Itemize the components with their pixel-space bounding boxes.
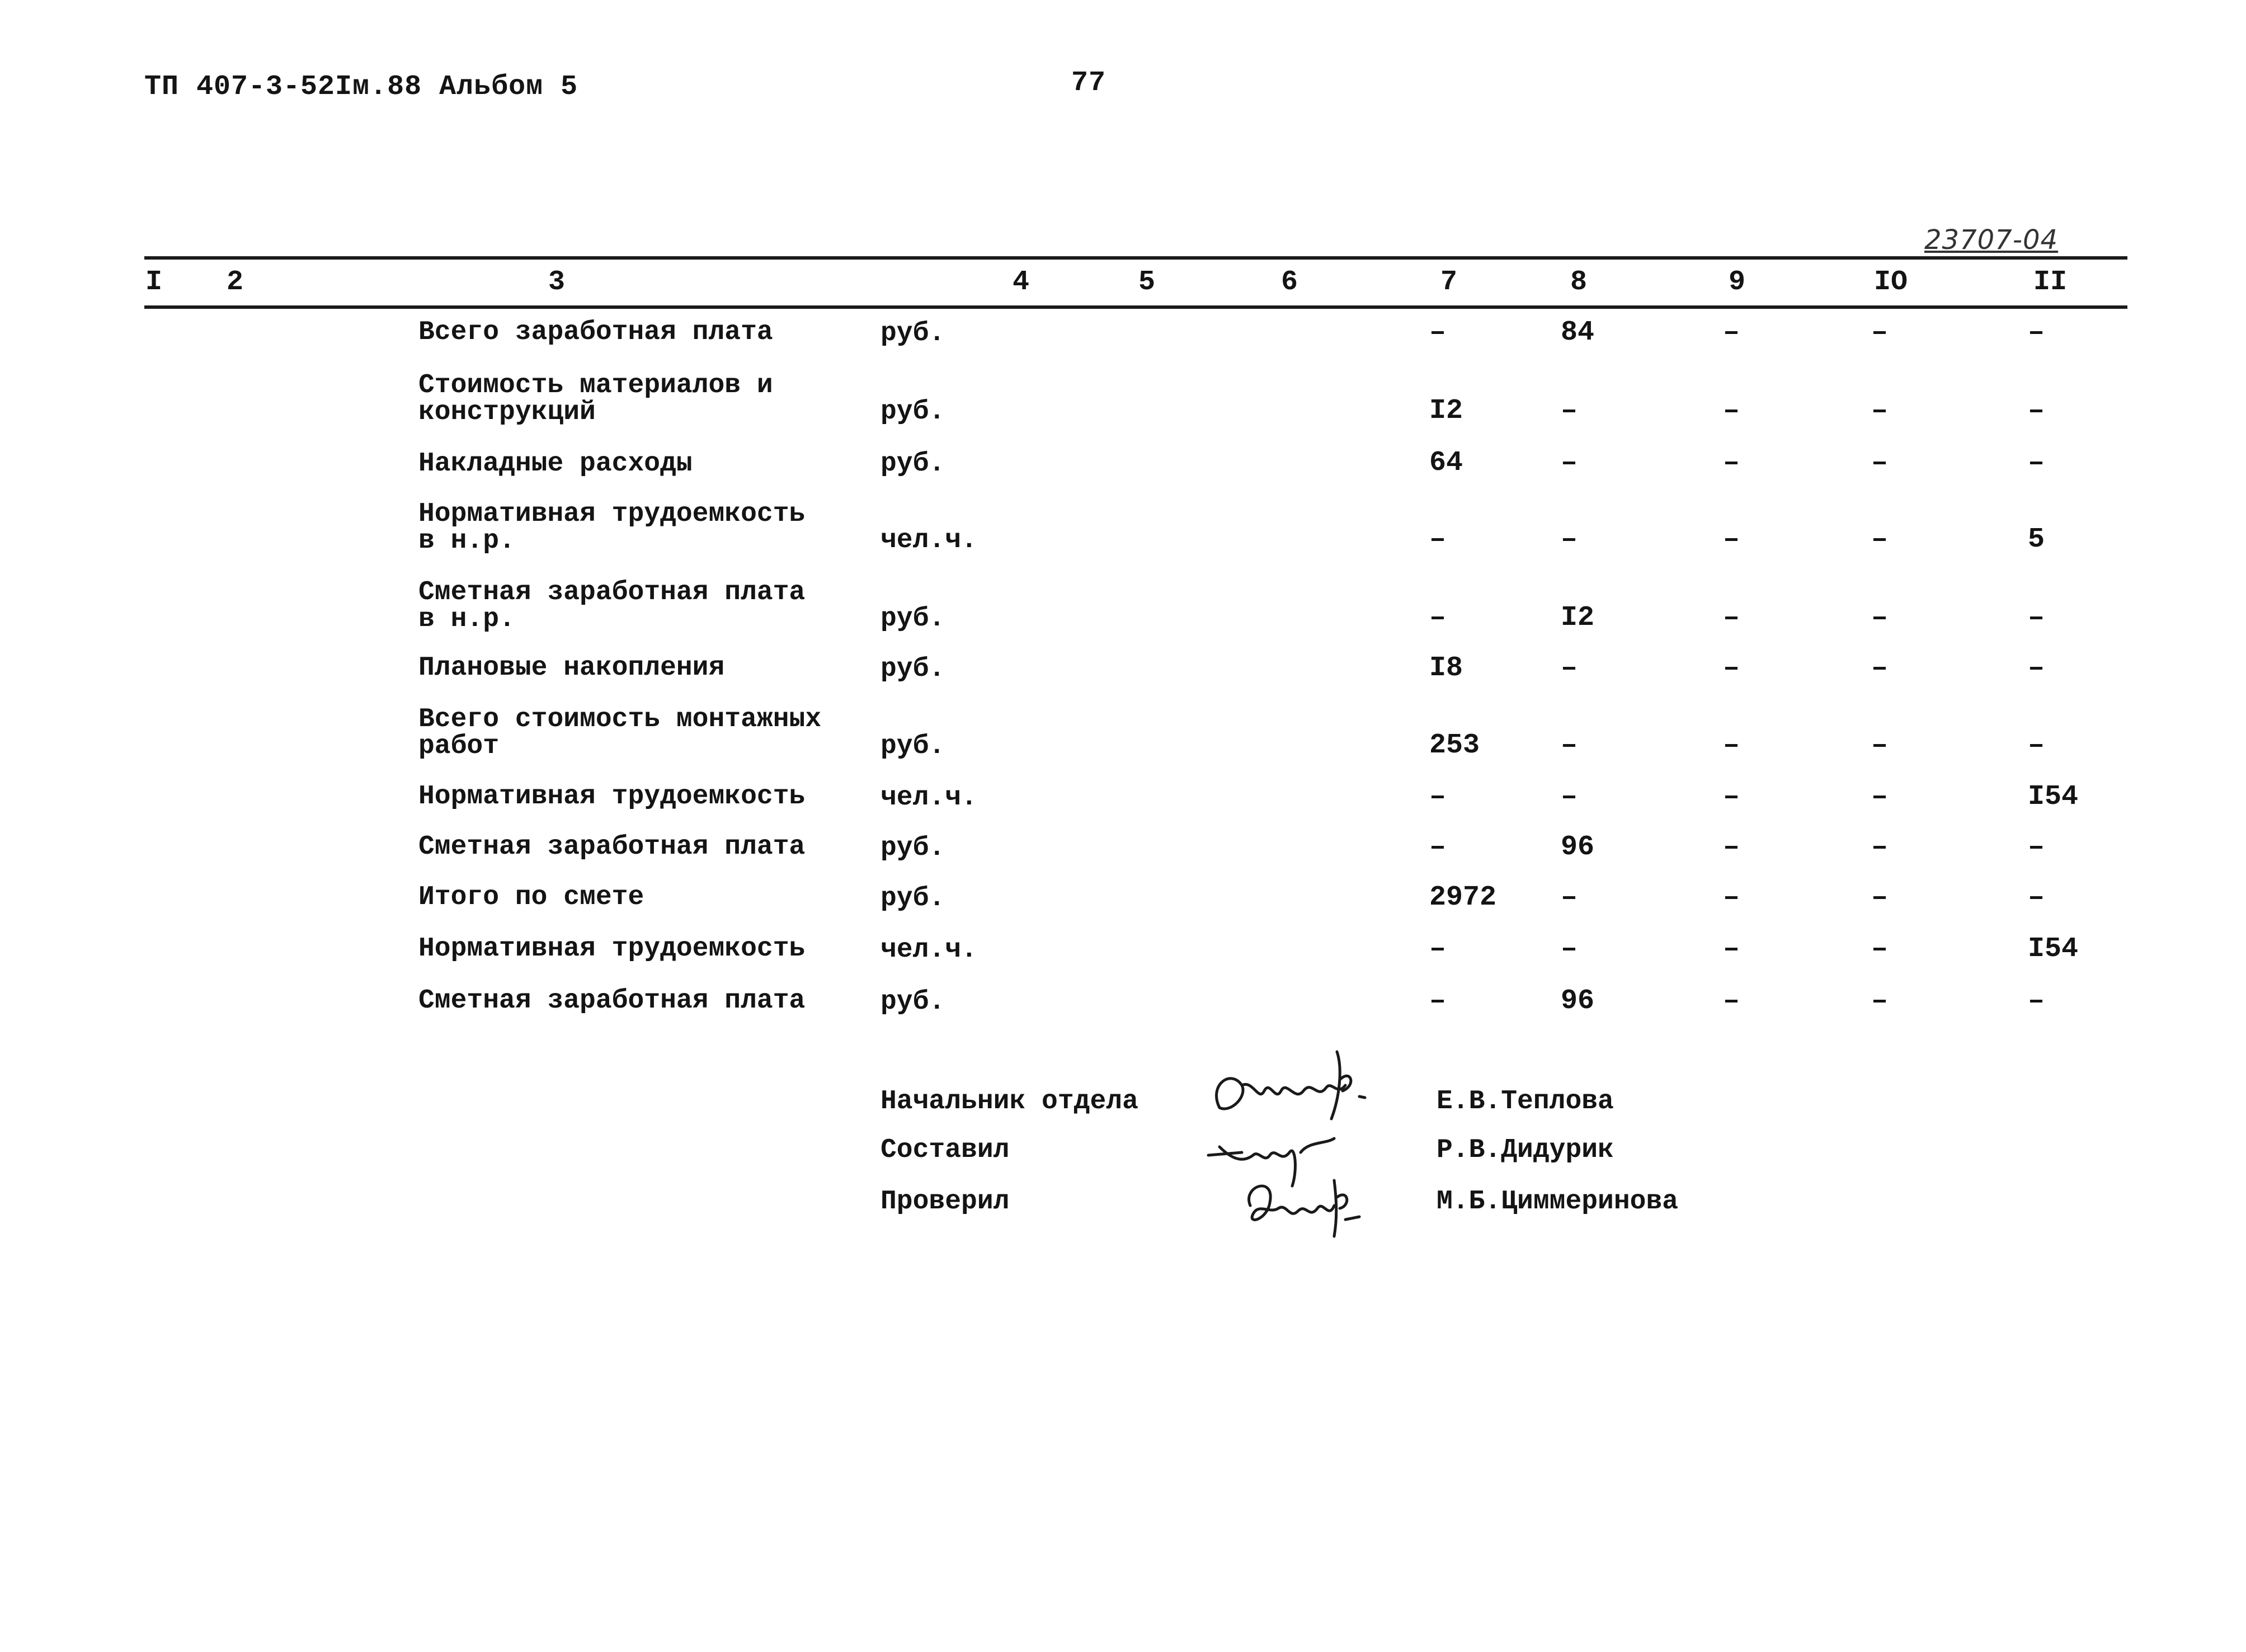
cell-col-7: I8 <box>1429 652 1463 684</box>
cell-col-10: – <box>1871 602 1889 634</box>
row-unit: чел.ч. <box>880 525 977 556</box>
cell-col-11: – <box>2028 395 2045 427</box>
signature-role-checked: Проверил <box>880 1187 1010 1217</box>
column-header-1: I <box>145 266 162 298</box>
cell-col-10: – <box>1871 317 1889 349</box>
cell-col-11: – <box>2028 985 2045 1017</box>
column-header-4: 4 <box>1012 266 1029 298</box>
cell-col-8: – <box>1561 447 1578 479</box>
row-unit: руб. <box>880 397 945 427</box>
cell-col-8: – <box>1561 781 1578 813</box>
cell-col-11: – <box>2028 729 2045 761</box>
row-description: Сметная заработная плата в н.р. <box>418 577 806 634</box>
row-description: Всего стоимость монтажных работ <box>418 704 822 761</box>
document-header: ТП 407-3-52Iм.88 Альбом 5 <box>144 71 578 103</box>
cell-col-11: – <box>2028 831 2045 863</box>
row-unit: руб. <box>880 833 945 863</box>
cell-col-9: – <box>1723 882 1740 914</box>
cell-col-8: – <box>1561 882 1578 914</box>
cell-col-11: I54 <box>2028 781 2079 813</box>
cell-col-11: – <box>2028 882 2045 914</box>
cell-col-10: – <box>1871 524 1889 556</box>
cell-col-9: – <box>1723 781 1740 813</box>
row-unit: руб. <box>880 604 945 634</box>
cell-col-7: – <box>1429 831 1447 863</box>
signature-role-compiled: Составил <box>880 1135 1010 1165</box>
column-header-10: IO <box>1873 266 1908 298</box>
row-description: Сметная заработная плата <box>418 986 806 1016</box>
cell-col-8: – <box>1561 652 1578 684</box>
cell-col-11: – <box>2028 602 2045 634</box>
cell-col-9: – <box>1723 831 1740 863</box>
row-description: Стоимость материалов и конструкций <box>418 370 773 427</box>
cell-col-8: 96 <box>1561 831 1595 863</box>
cell-col-10: – <box>1871 882 1889 914</box>
table-top-rule <box>144 256 2127 260</box>
column-header-8: 8 <box>1570 266 1587 298</box>
cell-col-8: – <box>1561 729 1578 761</box>
cell-col-7: – <box>1429 781 1447 813</box>
cell-col-10: – <box>1871 781 1889 813</box>
column-header-9: 9 <box>1728 266 1745 298</box>
cell-col-8: I2 <box>1561 602 1595 634</box>
cell-col-9: – <box>1723 729 1740 761</box>
row-unit: руб. <box>880 731 945 761</box>
cell-col-11: – <box>2028 652 2045 684</box>
cell-col-10: – <box>1871 729 1889 761</box>
signature-name-checked: М.Б.Циммеринова <box>1437 1187 1679 1217</box>
cell-col-11: 5 <box>2028 524 2045 556</box>
cell-col-10: – <box>1871 831 1889 863</box>
cell-col-11: – <box>2028 317 2045 349</box>
cell-col-7: 2972 <box>1429 882 1497 914</box>
cell-col-8: 96 <box>1561 985 1595 1017</box>
cell-col-7: – <box>1429 985 1447 1017</box>
row-unit: руб. <box>880 654 945 684</box>
cell-col-9: – <box>1723 933 1740 965</box>
cell-col-8: – <box>1561 933 1578 965</box>
row-description: Накладные расходы <box>418 449 693 479</box>
row-unit: руб. <box>880 318 945 349</box>
row-unit: чел.ч. <box>880 783 977 813</box>
cell-col-7: 64 <box>1429 447 1463 479</box>
signature-name-head: Е.В.Теплова <box>1437 1086 1614 1117</box>
row-description: Итого по смете <box>418 882 644 912</box>
row-description: Нормативная трудоемкость <box>418 782 806 812</box>
column-header-11: II <box>2033 266 2067 298</box>
page-number: 77 <box>1071 67 1106 99</box>
column-header-7: 7 <box>1440 266 1457 298</box>
cell-col-7: 253 <box>1429 729 1480 761</box>
cell-col-8: – <box>1561 395 1578 427</box>
row-description: Сметная заработная плата <box>418 832 806 862</box>
signature-name-compiled: Р.В.Дидурик <box>1437 1135 1614 1165</box>
document-code: 23707-04 <box>1924 224 2059 256</box>
cell-col-10: – <box>1871 933 1889 965</box>
cell-col-11: – <box>2028 447 2045 479</box>
cell-col-7: – <box>1429 317 1447 349</box>
cell-col-7: – <box>1429 602 1447 634</box>
row-description: Всего заработная плата <box>418 317 773 347</box>
cell-col-8: 84 <box>1561 317 1595 349</box>
row-unit: руб. <box>880 883 945 914</box>
row-description: Нормативная трудоемкость в н.р. <box>418 499 806 556</box>
cell-col-8: – <box>1561 524 1578 556</box>
cell-col-9: – <box>1723 652 1740 684</box>
cell-col-10: – <box>1871 395 1889 427</box>
cell-col-9: – <box>1723 985 1740 1017</box>
signature-role-head: Начальник отдела <box>880 1086 1138 1117</box>
cell-col-9: – <box>1723 395 1740 427</box>
cell-col-7: – <box>1429 524 1447 556</box>
row-unit: руб. <box>880 987 945 1017</box>
cell-col-11: I54 <box>2028 933 2079 965</box>
row-unit: руб. <box>880 449 945 479</box>
row-unit: чел.ч. <box>880 935 977 965</box>
cell-col-7: I2 <box>1429 395 1463 427</box>
cell-col-9: – <box>1723 602 1740 634</box>
cell-col-10: – <box>1871 652 1889 684</box>
cell-col-7: – <box>1429 933 1447 965</box>
column-header-3: 3 <box>548 266 565 298</box>
column-header-5: 5 <box>1138 266 1155 298</box>
column-header-6: 6 <box>1280 266 1298 298</box>
cell-col-10: – <box>1871 447 1889 479</box>
table-header-rule <box>144 305 2127 309</box>
row-description: Плановые накопления <box>418 653 725 683</box>
cell-col-9: – <box>1723 317 1740 349</box>
row-description: Нормативная трудоемкость <box>418 934 806 964</box>
column-header-2: 2 <box>226 266 243 298</box>
cell-col-10: – <box>1871 985 1889 1017</box>
handwritten-signatures <box>1197 1046 1410 1248</box>
cell-col-9: – <box>1723 447 1740 479</box>
cell-col-9: – <box>1723 524 1740 556</box>
